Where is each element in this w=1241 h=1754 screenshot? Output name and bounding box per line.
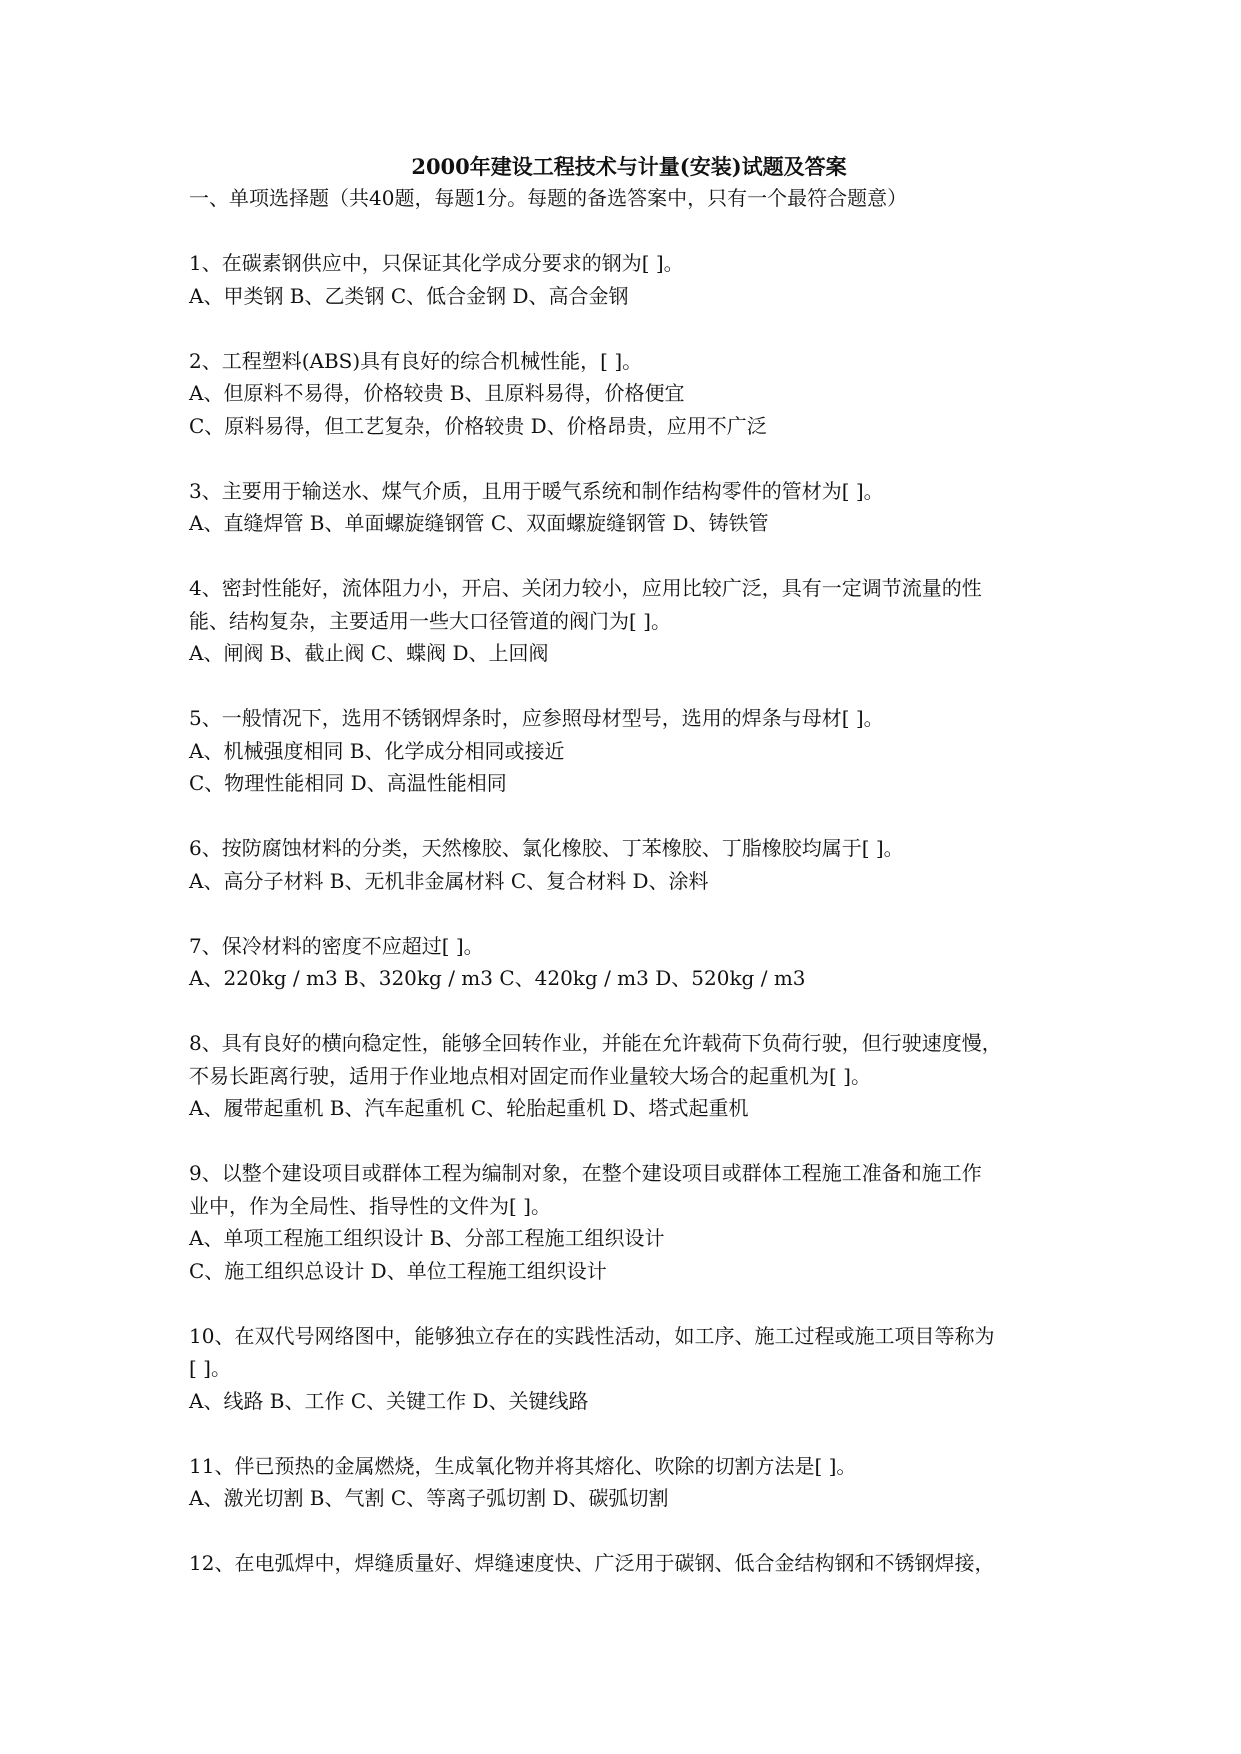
blank-line: [189, 1515, 1069, 1548]
question-item: [189, 1547, 1069, 1580]
blank-line: [189, 800, 1069, 833]
document-title: 2000年建设工程技术与计量(安装)试题及答案: [411, 154, 847, 179]
question-item: [189, 1027, 1069, 1125]
question-item: [189, 832, 1069, 897]
blank-line: [189, 897, 1069, 930]
answer-options: C、物理性能相同 D、高温性能相同: [189, 771, 507, 795]
blank-line: [189, 1125, 1069, 1158]
document-page: [189, 152, 1069, 1580]
answer-options: A、甲类钢 B、乙类钢 C、低合金钢 D、高合金钢: [189, 283, 629, 308]
answer-options: A、机械强度相同 B、化学成分相同或接近: [189, 738, 565, 763]
answer-options: A、闸阀 B、截止阀 C、蝶阀 D、上回阀: [189, 641, 549, 665]
answer-options: A、激光切割 B、气割 C、等离子弧切割 D、碳弧切割: [189, 1486, 669, 1510]
blank-line: [189, 1417, 1069, 1450]
question-item: [189, 475, 1069, 540]
answer-options: A、直缝焊管 B、单面螺旋缝钢管 C、双面螺旋缝钢管 D、铸铁管: [189, 511, 769, 535]
blank-line: [189, 670, 1069, 703]
answer-options: A、高分子材料 B、无机非金属材料 C、复合材料 D、涂料: [189, 868, 709, 893]
answer-options: A、履带起重机 B、汽车起重机 C、轮胎起重机 D、塔式起重机: [189, 1096, 749, 1120]
question-list: [189, 215, 1069, 1580]
question-text: 2、工程塑料(ABS)具有良好的综合机械性能，[ ]。: [189, 348, 643, 373]
answer-options: A、220kg / m3 B、320kg / m3 C、420kg / m3 D、520kg / m3: [189, 966, 806, 990]
blank-line: [189, 995, 1069, 1028]
answer-options: A、线路 B、工作 C、关键工作 D、关键线路: [189, 1388, 589, 1413]
question-item: [189, 572, 1069, 670]
question-item: [189, 1320, 1069, 1418]
blank-line: [189, 540, 1069, 573]
question-text: 不易长距离行驶，适用于作业地点相对固定而作业量较大场合的起重机为[ ]。: [189, 1063, 871, 1088]
question-text: 8、具有良好的横向稳定性，能够全回转作业，并能在允许载荷下负荷行驶，但行驶速度慢，: [189, 1031, 1002, 1055]
blank-line: [189, 312, 1069, 345]
question-text: 1、在碳素钢供应中，只保证其化学成分要求的钢为[ ]。: [189, 251, 684, 275]
question-item: [189, 345, 1069, 443]
question-text: 5、一般情况下，选用不锈钢焊条时，应参照母材型号，选用的焊条与母材[ ]。: [189, 706, 884, 730]
question-item: [189, 930, 1069, 995]
answer-options: A、但原料不易得，价格较贵 B、且原料易得，价格便宜: [189, 381, 685, 405]
section-header: 一、单项选择题（共40题，每题1分。每题的备选答案中，只有一个最符合题意）: [189, 186, 908, 210]
question-text: 12、在电弧焊中，焊缝质量好、焊缝速度快、广泛用于碳钢、低合金结构钢和不锈钢焊接，: [189, 1551, 995, 1575]
question-text: 11、伴已预热的金属燃烧，生成氧化物并将其熔化、吹除的切割方法是[ ]。: [189, 1453, 857, 1478]
question-text: 9、以整个建设项目或群体工程为编制对象，在整个建设项目或群体工程施工准备和施工作: [189, 1161, 982, 1185]
question-item: [189, 1157, 1069, 1287]
answer-options: C、施工组织总设计 D、单位工程施工组织设计: [189, 1258, 607, 1283]
question-text: 4、密封性能好，流体阻力小，开启、关闭力较小，应用比较广泛，具有一定调节流量的性: [189, 576, 982, 600]
question-item: [189, 702, 1069, 800]
answer-options: C、原料易得，但工艺复杂，价格较贵 D、价格昂贵，应用不广泛: [189, 413, 767, 438]
blank-line: [189, 215, 1069, 248]
question-text: 6、按防腐蚀材料的分类，天然橡胶、氯化橡胶、丁苯橡胶、丁脂橡胶均属于[ ]。: [189, 836, 904, 860]
question-text: 业中，作为全局性、指导性的文件为[ ]。: [189, 1193, 551, 1218]
question-text: [ ]。: [189, 1356, 231, 1380]
question-text: 3、主要用于输送水、煤气介质，且用于暖气系统和制作结构零件的管材为[ ]。: [189, 478, 884, 503]
question-item: [189, 247, 1069, 312]
question-text: 能、结构复杂，主要适用一些大口径管道的阀门为[ ]。: [189, 608, 671, 633]
answer-options: A、单项工程施工组织设计 B、分部工程施工组织设计: [189, 1226, 665, 1250]
question-text: 7、保冷材料的密度不应超过[ ]。: [189, 933, 484, 958]
blank-line: [189, 442, 1069, 475]
question-text: 10、在双代号网络图中，能够独立存在的实践性活动，如工序、施工过程或施工项目等称为: [189, 1323, 995, 1348]
blank-line: [189, 1287, 1069, 1320]
question-item: [189, 1450, 1069, 1515]
